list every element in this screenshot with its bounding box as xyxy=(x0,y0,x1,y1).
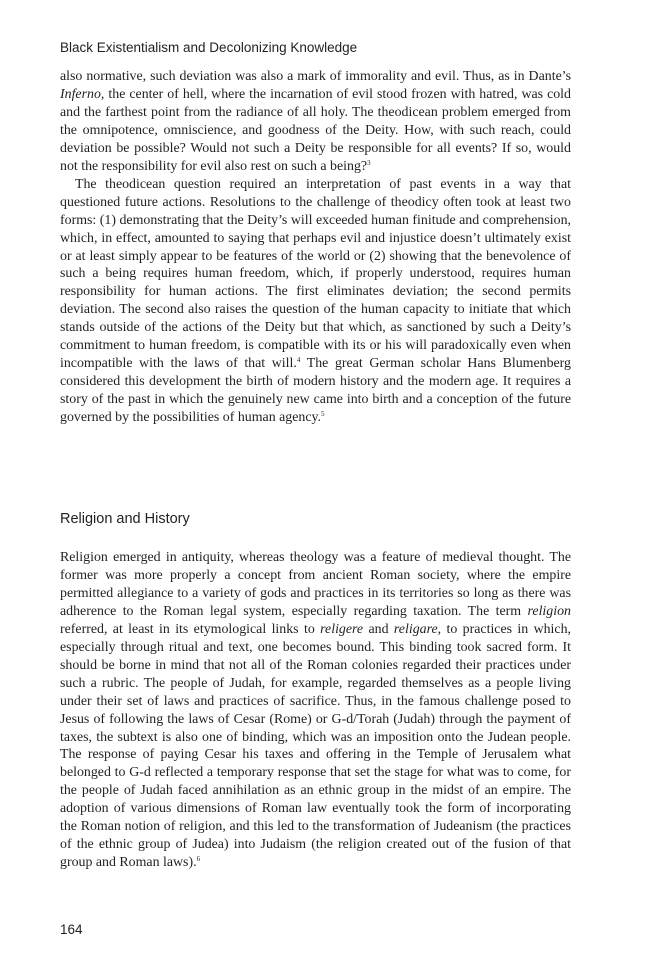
paragraph-2 xyxy=(60,176,571,427)
italic-term: religere xyxy=(320,621,364,637)
paragraph-text: The theodicean question required an interpretation of past events in a way that questioned future actions. Resolutions to the challenge of theodicy often took at least two forms: (1) demonstrating that the Deity’s will exceeded human finitude and comprehension, which, in effect, amounted to saying that perhaps evil and injustice doesn’t ultimately exist or at least simply appear to be features of the world or (2) showing that the benevolence of such a being requires human freedom, which, if properly understood, requires human responsibility for human actions. The first eliminates deviation; the second permits deviation. The second also raises the question of the human capacity to initiate that which stands outside of the actions of the Deity but that which, as sanctioned by such a Deity’s commitment to human freedom, is compatible with its or his will paradoxically even when incompatible with the laws of that will. xyxy=(60,176,571,372)
text-block-lower xyxy=(60,549,571,872)
paragraph-text: The great German scholar Hans Blumenberg considered this development the birth of modern history and the modern age. It requires a story of the past in which the genuinely new came into birth and a conception of the future governed by the possibilities of human agency. xyxy=(60,356,571,426)
section-heading: Religion and History xyxy=(60,511,190,527)
paragraph-text: also normative, such deviation was also a mark of immorality and evil. Thus, as in Dante’s xyxy=(60,69,571,84)
page-number: 164 xyxy=(60,922,83,937)
footnote-marker: 5 xyxy=(321,410,325,419)
paragraph-3 xyxy=(60,549,571,872)
paragraph-text: and xyxy=(363,621,394,637)
footnote-marker: 3 xyxy=(367,158,371,167)
paragraph-text: , the center of hell, where the incarnation of evil stood frozen with hatred, was cold and the farthest point from the radiance of all holy. The theodicean problem emerged from the omnipotence, omniscience, and goodness of the Deity. How, with such reach, could deviation be possible? Would not such a Deity be responsible for all events? If so, would not the responsibility for evil also rest on such a being? xyxy=(60,86,571,174)
footnote-marker: 6 xyxy=(196,855,201,864)
paragraph-text: Religion emerged in antiquity, whereas theology was a feature of medieval thought. The former was more properly a concept from ancient Roman society, where the empire permitted allegiance to a variety of gods and practices in its territories so long as there was adherence to the Roman legal system, especially regarding taxation. The term xyxy=(60,550,571,619)
italic-title: Inferno xyxy=(60,86,101,102)
paragraph-text: , to practices in which, especially through ritual and text, one becomes bound. This binding took sacred form. It should be borne in mind that not all of the Roman colonies regarded their practices under such a rubric. The people of Judah, for example, regarded themselves as a people living under their set of laws and practices of sacrifice. Thus, in the famous challenge posed to Jesus of following the laws of Cesar (Rome) or G-d/Torah (Judah) through the payment of taxes, the subtext is also one of binding, which was an imposition onto the Judean people. The response of paying Cesar his taxes and offering in the Temple of Jerusalem what belonged to G-d reflected a temporary response that set the stage for what was to come, for the people of Judah faced annihilation as an ethnic group in the midst of an empire. The adoption of various dimensions of Roman law eventually took the form of incorporating the Roman notion of religion, and this led to the transformation of Judeanism (the practices of the ethnic group of Judea) into Judaism (the religion created out of the fusion of that group and Roman laws). xyxy=(60,621,572,871)
footnote-marker: 4 xyxy=(296,356,301,365)
paragraph-1 xyxy=(60,68,571,176)
italic-term: religion xyxy=(527,603,571,619)
text-block-upper xyxy=(60,68,571,427)
italic-term: religare xyxy=(393,621,438,637)
paragraph-text: referred, at least in its etymological links to xyxy=(60,621,321,637)
running-head: Black Existentialism and Decolonizing Knowledge xyxy=(60,40,358,55)
